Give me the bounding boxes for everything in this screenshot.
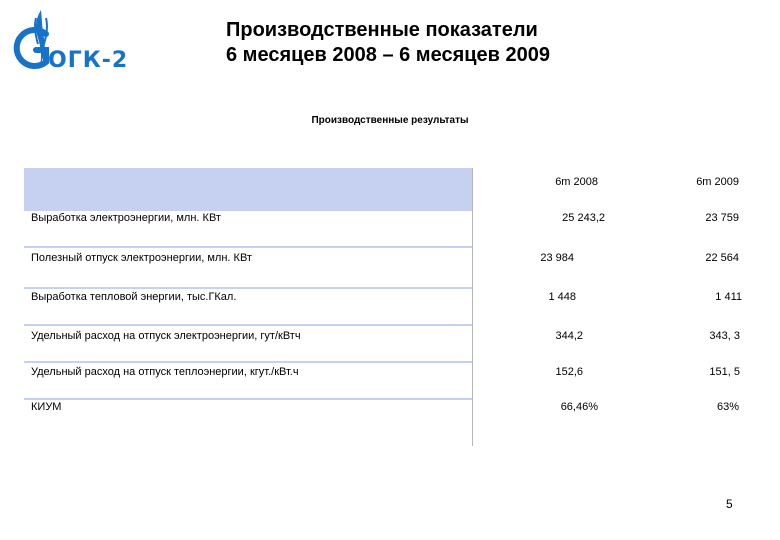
page-title [226, 18, 550, 68]
row-label: Выработка электроэнергии, млн. КВт [31, 212, 221, 224]
section-subtitle: Производственные результаты [311, 115, 469, 126]
row-label: Удельный расход на отпуск теплоэнергии, кгут./кВт.ч [31, 366, 299, 378]
value-2008: 66,46% [560, 401, 598, 413]
value-2008: 23 984 [540, 252, 574, 264]
row-label: Выработка тепловой энергии, тыс.ГКал. [31, 291, 237, 303]
company-logo [8, 4, 136, 76]
value-2008: 25 243,2 [562, 212, 605, 224]
column-header-2008: 6m 2008 [555, 176, 598, 188]
value-2009: 22 564 [705, 252, 739, 264]
value-2009: 23 759 [705, 212, 739, 224]
row-divider [24, 361, 472, 363]
row-divider [24, 398, 472, 400]
row-label: КИУМ [31, 401, 62, 413]
title-line-1: Производственные показатели [226, 19, 538, 41]
title-line-2: 6 месяцев 2008 – 6 месяцев 2009 [226, 44, 551, 66]
value-2009: 63% [716, 401, 739, 413]
row-divider [24, 324, 472, 326]
value-2009: 343, 3 [709, 330, 740, 342]
table-header-band [24, 168, 472, 209]
value-2008: 344,2 [555, 330, 583, 342]
row-divider [24, 209, 472, 211]
row-divider [24, 246, 472, 248]
column-header-2009: 6m 2009 [696, 176, 739, 188]
value-2009: 151, 5 [709, 366, 740, 378]
row-divider [24, 287, 472, 289]
page-number: 5 [726, 497, 733, 511]
row-label: Удельный расход на отпуск электроэнергии, гут/кВтч [31, 330, 301, 342]
row-label: Полезный отпуск электроэнергии, млн. КВт [31, 252, 252, 264]
value-2009: 1 411 [715, 291, 742, 303]
value-2008: 152,6 [555, 366, 583, 378]
logo-text: ОГК-2 [48, 48, 129, 73]
column-divider [472, 168, 473, 446]
value-2008: 1 448 [548, 291, 576, 303]
